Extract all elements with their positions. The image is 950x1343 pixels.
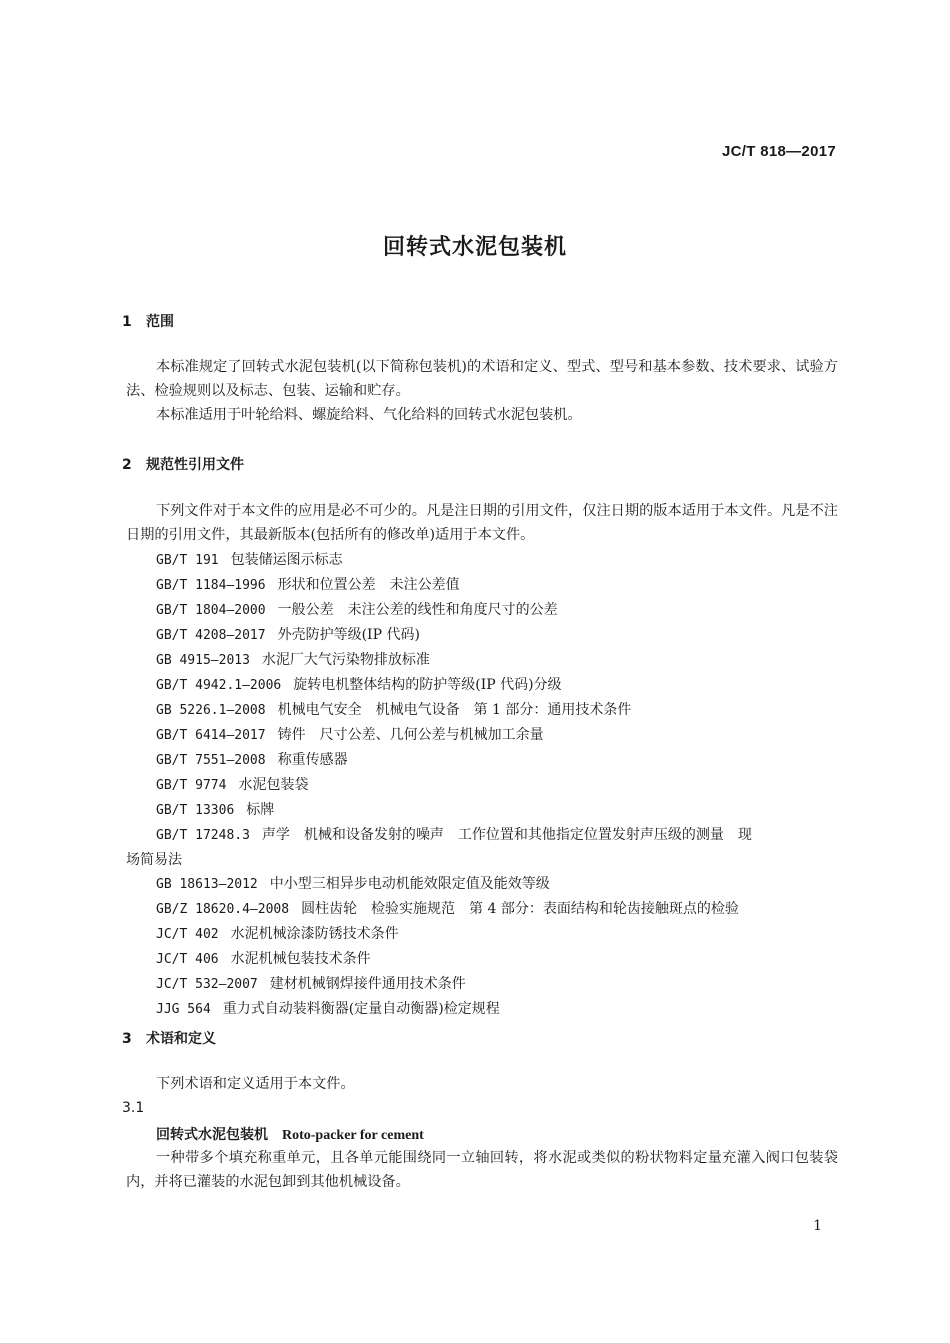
term-title <box>156 1124 424 1144</box>
reference-item <box>156 548 838 573</box>
section-3-heading <box>122 1028 216 1048</box>
reference-item <box>156 972 838 997</box>
reference-title: 机械电气安全 机械电气设备 第 1 部分：通用技术条件 <box>277 702 632 718</box>
term-title-en: Roto-packer for cement <box>282 1128 424 1143</box>
reference-code: GB/T 4942.1—2006 <box>156 678 282 693</box>
section-number: 1 <box>122 314 132 330</box>
references-intro: 下列文件对于本文件的应用是必不可少的。凡是注日期的引用文件，仅注日期的版本适用于本文件。凡是不注日期的引用文件，其最新版本(包括所有的修改单)适用于本文件。 <box>126 503 838 543</box>
reference-item <box>156 723 838 748</box>
reference-code: GB 18613—2012 <box>156 877 258 892</box>
section-title: 范围 <box>146 314 174 330</box>
reference-code: GB/Z 18620.4—2008 <box>156 902 290 917</box>
reference-item <box>156 698 838 723</box>
reference-item <box>156 997 838 1022</box>
reference-item <box>156 922 838 947</box>
reference-item <box>156 773 838 798</box>
term-definition: 一种带多个填充称重单元，且各单元能围绕同一立轴回转，将水泥或类似的粉状物料定量充灌入阀口包装袋内，并将已灌装的水泥包卸到其他机械设备。 <box>126 1150 838 1190</box>
reference-title: 建材机械钢焊接件通用技术条件 <box>269 976 466 992</box>
document-title: 回转式水泥包装机 <box>382 235 567 260</box>
reference-item <box>156 648 838 673</box>
reference-code: JC/T 406 <box>156 952 219 967</box>
term-title-zh: 回转式水泥包装机 <box>156 1127 268 1143</box>
reference-code: JJG 564 <box>156 1002 211 1017</box>
reference-code: GB/T 9774 <box>156 778 227 793</box>
reference-code: GB 4915—2013 <box>156 653 250 668</box>
page-number: 1 <box>813 1218 822 1234</box>
reference-item <box>156 947 838 972</box>
reference-list <box>126 548 838 1022</box>
reference-title: 圆柱齿轮 检验实施规范 第 4 部分：表面结构和轮齿接触斑点的检验 <box>301 901 739 917</box>
reference-item <box>156 673 838 698</box>
reference-title: 外壳防护等级(IP 代码) <box>277 627 420 643</box>
reference-code: GB/T 1184—1996 <box>156 578 266 593</box>
reference-code: JC/T 532—2007 <box>156 977 258 992</box>
reference-title: 水泥包装袋 <box>238 777 309 793</box>
reference-title: 包装储运图示标志 <box>230 552 343 568</box>
reference-item <box>156 897 838 922</box>
reference-item <box>156 748 838 773</box>
reference-code: GB/T 1804—2000 <box>156 603 266 618</box>
reference-title: 称重传感器 <box>277 752 348 768</box>
scope-paragraph-1: 本标准规定了回转式水泥包装机(以下简称包装机)的术语和定义、型式、型号和基本参数、技术要求、试验方法、检验规则以及标志、包装、运输和贮存。 <box>126 359 838 399</box>
reference-title: 形状和位置公差 未注公差值 <box>277 577 460 593</box>
reference-item <box>156 823 838 848</box>
reference-title: 中小型三相异步电动机能效限定值及能效等级 <box>269 876 550 892</box>
reference-code: GB/T 17248.3 <box>156 828 250 843</box>
reference-code: GB/T 191 <box>156 553 219 568</box>
terms-intro: 下列术语和定义适用于本文件。 <box>156 1076 355 1092</box>
scope-paragraph-2: 本标准适用于叶轮给料、螺旋给料、气化给料的回转式水泥包装机。 <box>156 407 582 423</box>
reference-title: 水泥机械涂漆防锈技术条件 <box>230 926 399 942</box>
reference-code: GB/T 4208—2017 <box>156 628 266 643</box>
reference-code: JC/T 402 <box>156 927 219 942</box>
reference-item <box>156 598 838 623</box>
section-title: 规范性引用文件 <box>146 457 244 473</box>
reference-code: GB/T 7551—2008 <box>156 753 266 768</box>
section-1-heading <box>122 311 174 331</box>
reference-title: 声学 机械和设备发射的噪声 工作位置和其他指定位置发射声压级的测量 现 <box>261 827 752 843</box>
reference-code: GB/T 6414—2017 <box>156 728 266 743</box>
reference-title: 旋转电机整体结构的防护等级(IP 代码)分级 <box>293 677 562 693</box>
reference-item <box>156 798 838 823</box>
section-number: 3 <box>122 1031 132 1047</box>
standard-code: JC/T 818—2017 <box>722 143 836 160</box>
reference-title-continued: 场简易法 <box>126 852 182 868</box>
reference-code: GB 5226.1—2008 <box>156 703 266 718</box>
reference-code: GB/T 13306 <box>156 803 235 818</box>
reference-item <box>156 623 838 648</box>
term-number: 3.1 <box>122 1100 145 1116</box>
reference-title: 铸件 尺寸公差、几何公差与机械加工余量 <box>277 727 544 743</box>
section-number: 2 <box>122 457 132 473</box>
section-2-heading <box>122 454 244 474</box>
reference-item <box>156 573 838 598</box>
reference-title: 重力式自动装料衡器(定量自动衡器)检定规程 <box>222 1001 500 1017</box>
reference-title: 水泥厂大气污染物排放标准 <box>261 652 430 668</box>
section-title: 术语和定义 <box>146 1031 216 1047</box>
reference-item <box>156 872 838 897</box>
reference-title: 标牌 <box>246 802 275 818</box>
reference-title: 水泥机械包装技术条件 <box>230 951 371 967</box>
reference-title: 一般公差 未注公差的线性和角度尺寸的公差 <box>277 602 558 618</box>
